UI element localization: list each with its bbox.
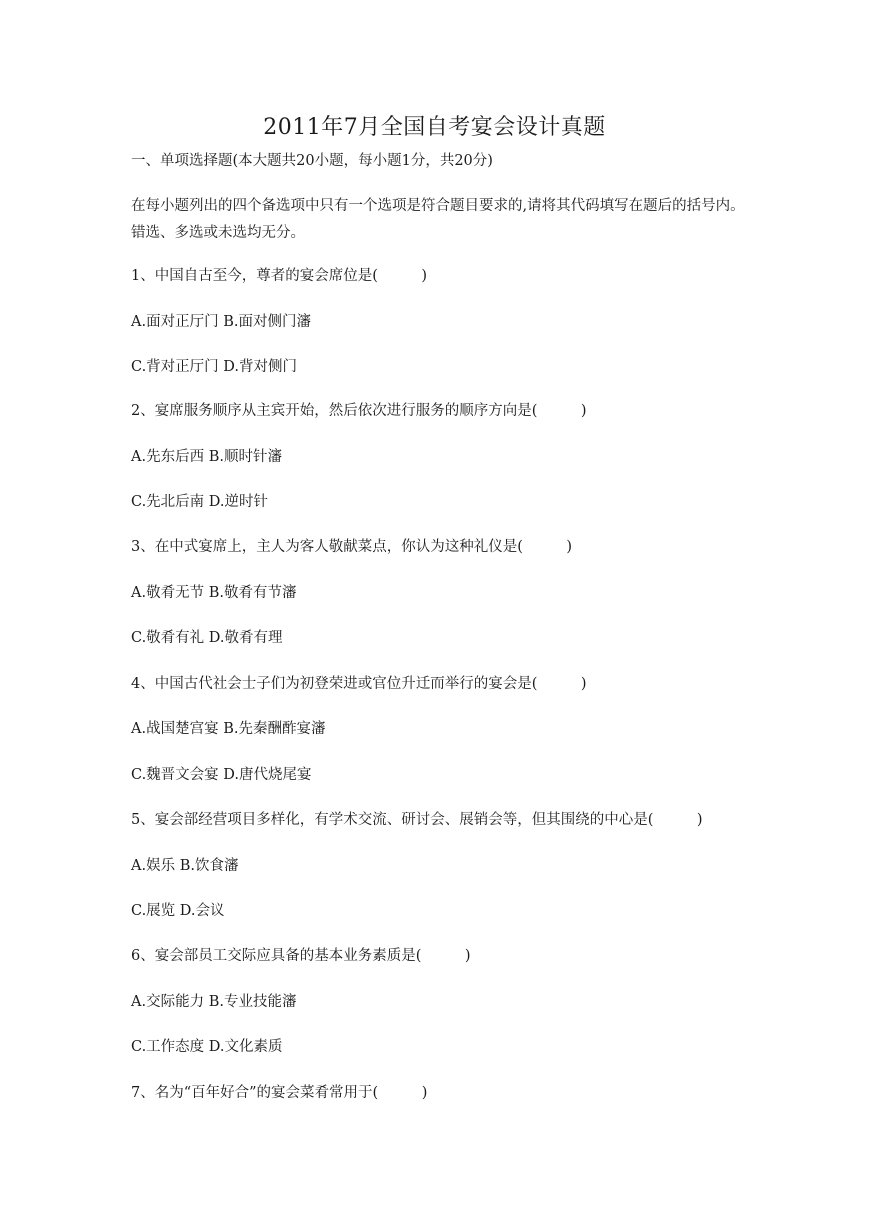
question-4: 4、中国古代社会士子们为初登荣进或官位升迁而举行的宴会是( ) [131, 676, 587, 692]
question-2-options-cd: C.先北后南 D.逆时针 [131, 494, 269, 510]
question-4-options-ab: A.战国楚宫宴 B.先秦酬酢宴瀋 [131, 721, 326, 737]
question-1-options-ab: A.面对正厅门 B.面对侧门瀋 [131, 314, 311, 330]
question-2-options-ab: A.先东后西 B.顺时针瀋 [131, 449, 282, 465]
instructions-paragraph: 在每小题列出的四个备选项中只有一个选项是符合题目要求的,请将其代码填写在题后的括号内。错选、多选或未选均无分。 [131, 198, 745, 241]
question-5: 5、宴会部经营项目多样化，有学术交流、研讨会、展销会等，但其围绕的中心是( ) [131, 812, 703, 828]
section-heading: 一、单项选择题(本大题共20小题，每小题1分，共20分) [131, 153, 493, 169]
question-1-options-cd: C.背对正厅门 D.背对侧门 [131, 359, 298, 375]
document-title: 2011年7月全国自考宴会设计真题 [263, 115, 606, 140]
question-1: 1、中国自古至今，尊者的宴会席位是( ) [131, 268, 428, 284]
question-7: 7、名为“百年好合”的宴会菜肴常用于( ) [131, 1085, 428, 1101]
question-5-options-ab: A.娱乐 B.饮食瀋 [131, 858, 239, 874]
question-3-options-cd: C.敬肴有礼 D.敬肴有理 [131, 630, 283, 646]
question-6-options-ab: A.交际能力 B.专业技能瀋 [131, 994, 297, 1010]
question-6: 6、宴会部员工交际应具备的基本业务素质是( ) [131, 948, 471, 964]
question-3-options-ab: A.敬肴无节 B.敬肴有节瀋 [131, 585, 297, 601]
question-3: 3、在中式宴席上，主人为客人敬献菜点，你认为这种礼仪是( ) [131, 539, 573, 555]
question-2: 2、宴席服务顺序从主宾开始，然后依次进行服务的顺序方向是( ) [131, 403, 587, 419]
question-4-options-cd: C.魏晋文会宴 D.唐代烧尾宴 [131, 767, 312, 783]
question-5-options-cd: C.展览 D.会议 [131, 903, 225, 919]
question-6-options-cd: C.工作态度 D.文化素质 [131, 1039, 283, 1055]
